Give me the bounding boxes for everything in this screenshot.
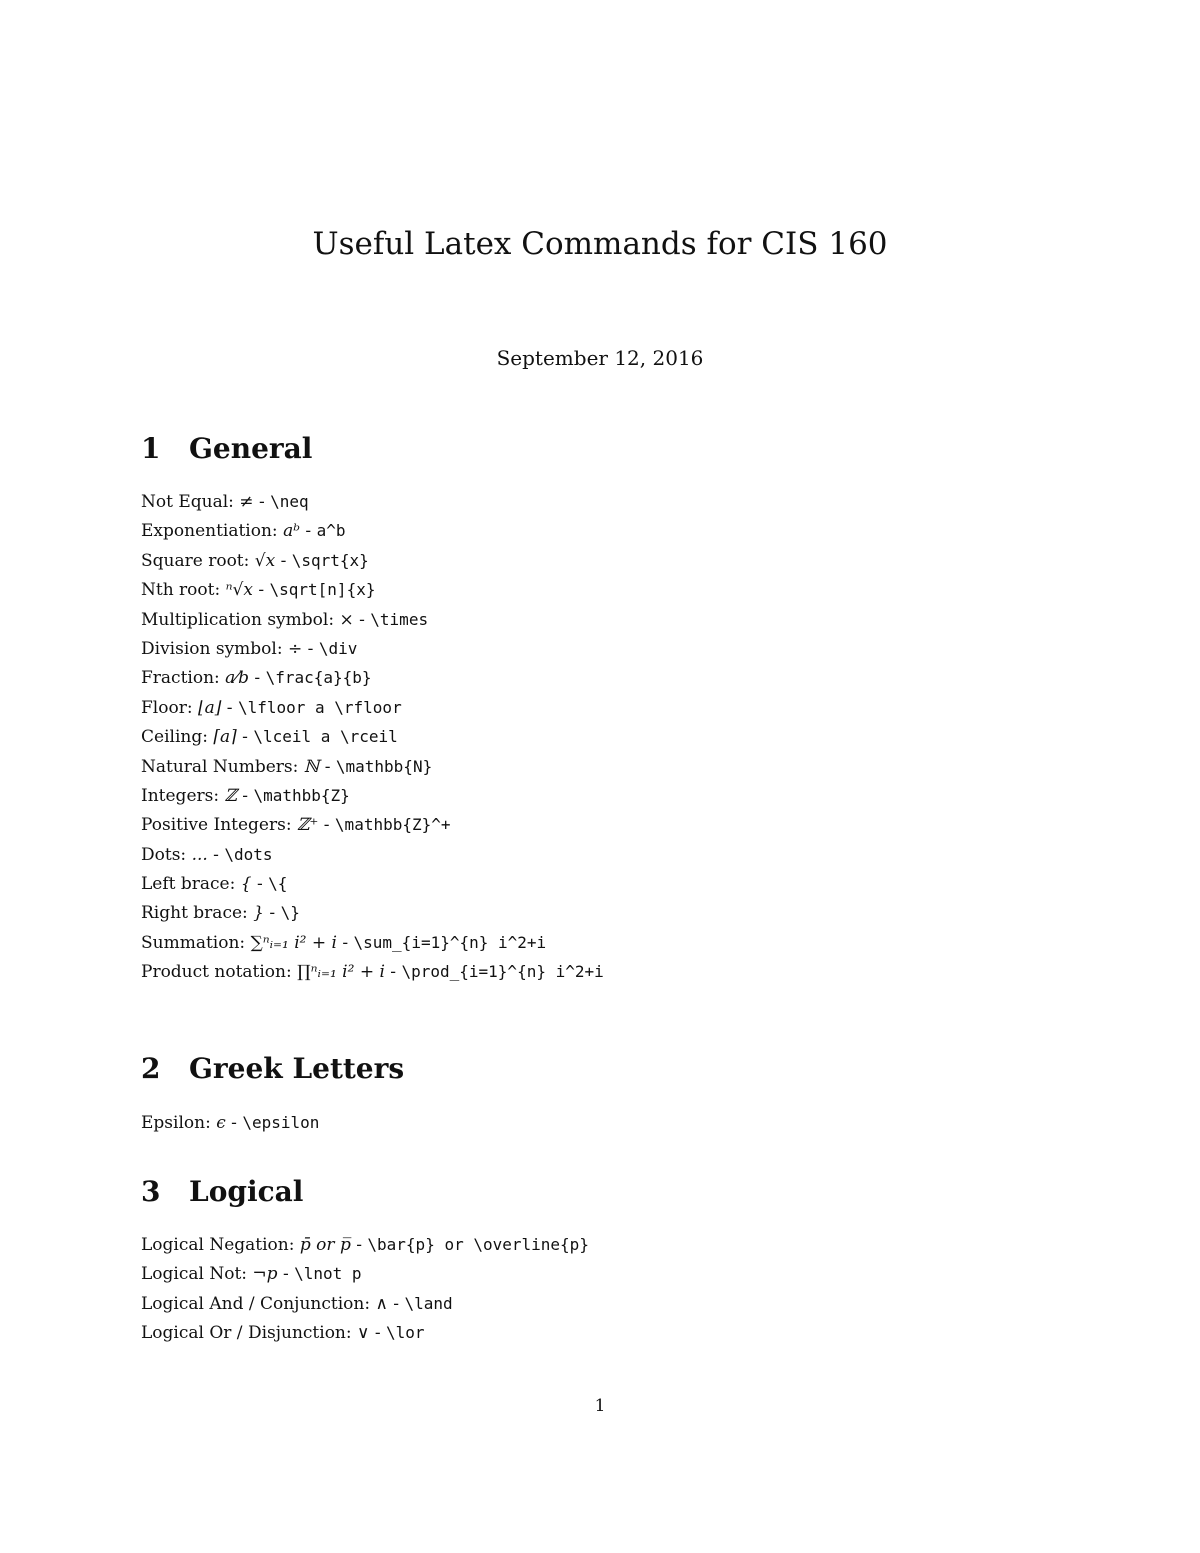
entry-separator: - <box>275 550 292 571</box>
entry-symbol: ¬p <box>252 1264 278 1285</box>
entry-command: \} <box>280 903 300 923</box>
section-title: General <box>189 432 313 465</box>
entry-separator: - <box>318 815 335 836</box>
entry-label: Epsilon: <box>141 1113 211 1133</box>
command-entry <box>141 752 604 781</box>
entry-command: \lnot p <box>294 1264 362 1284</box>
entry-label: Positive Integers: <box>141 815 292 836</box>
entry-symbol: ÷ <box>288 638 303 659</box>
section-number: 1 <box>141 432 161 465</box>
entry-symbol: aᵇ <box>283 521 300 542</box>
entry-symbol: ∏ⁿᵢ₌₁ i² + i <box>297 962 385 983</box>
entry-label: Dots: <box>141 844 187 865</box>
entry-separator: - <box>350 1235 368 1255</box>
entry-command: \lor <box>386 1323 425 1343</box>
command-entry <box>141 1230 589 1259</box>
entry-symbol: √x <box>254 550 276 571</box>
entry-label: Not Equal: <box>141 492 234 512</box>
entry-separator: - <box>236 727 254 748</box>
entry-command: \times <box>370 609 429 629</box>
entry-separator: - <box>319 756 336 777</box>
entry-symbol: ≠ <box>239 492 254 512</box>
command-entry <box>141 1108 319 1137</box>
entry-command: \mathbb{N} <box>335 756 433 776</box>
command-entry <box>141 810 604 839</box>
entry-label: Natural Numbers: <box>141 756 299 777</box>
entry-separator: - <box>336 932 354 953</box>
section-heading-general <box>141 430 312 468</box>
section-title: Logical <box>189 1175 304 1208</box>
entry-label: Left brace: <box>141 874 236 895</box>
entry-separator: - <box>249 668 266 689</box>
logical-command-list <box>141 1230 589 1348</box>
command-entry <box>141 693 604 722</box>
entry-separator: - <box>264 903 281 924</box>
document-date: September 12, 2016 <box>496 346 704 370</box>
command-entry <box>141 957 604 986</box>
command-entry <box>141 663 604 692</box>
entry-symbol: } <box>253 903 264 924</box>
entry-command: \{ <box>268 874 288 894</box>
entry-label: Exponentiation: <box>141 521 278 542</box>
command-entry <box>141 1259 589 1288</box>
command-entry <box>141 487 604 516</box>
entry-separator: - <box>225 1113 243 1133</box>
entry-label: Logical Or / Disjunction: <box>141 1323 352 1344</box>
entry-label: Right brace: <box>141 903 248 924</box>
command-entry <box>141 898 604 927</box>
entry-label: Summation: <box>141 932 246 953</box>
greek-letters-command-list <box>141 1108 319 1137</box>
entry-command: \lceil a \rceil <box>253 727 398 747</box>
command-entry <box>141 516 604 545</box>
document-title: Useful Latex Commands for CIS 160 <box>312 226 888 262</box>
entry-symbol: ℤ⁺ <box>296 815 319 836</box>
entry-symbol: ⌈a⌉ <box>213 727 237 748</box>
entry-label: Multiplication symbol: <box>141 609 335 630</box>
entry-symbol: ... <box>191 844 208 865</box>
entry-command: \prod_{i=1}^{n} i^2+i <box>401 962 604 982</box>
section-title: Greek Letters <box>189 1052 405 1085</box>
entry-symbol: ϵ <box>216 1113 226 1133</box>
entry-symbol: a⁄b <box>225 668 250 689</box>
command-entry <box>141 575 604 604</box>
entry-symbol: × <box>339 609 354 630</box>
entry-symbol: ∧ <box>375 1293 388 1314</box>
entry-label: Nth root: <box>141 580 221 601</box>
entry-command: \epsilon <box>242 1113 320 1132</box>
entry-symbol: ℤ <box>224 785 237 806</box>
entry-separator: - <box>253 492 271 512</box>
entry-label: Logical And / Conjunction: <box>141 1293 371 1314</box>
section-heading-logical <box>141 1173 303 1211</box>
entry-separator: - <box>384 962 402 983</box>
entry-command: \neq <box>270 492 309 511</box>
entry-symbol: ⁿ√x <box>225 580 253 601</box>
entry-label: Integers: <box>141 785 220 806</box>
command-entry <box>141 1289 589 1318</box>
command-entry <box>141 722 604 751</box>
entry-separator: - <box>387 1293 405 1314</box>
entry-separator: - <box>251 874 269 895</box>
entry-separator: - <box>252 580 270 601</box>
entry-command: \sqrt{x} <box>291 550 369 570</box>
page-number: 1 <box>594 1396 606 1416</box>
entry-symbol: ∨ <box>357 1323 370 1344</box>
entry-command: a^b <box>316 521 346 541</box>
command-entry <box>141 546 604 575</box>
entry-command: \sqrt[n]{x} <box>269 580 376 600</box>
entry-label: Floor: <box>141 697 193 718</box>
entry-label: Product notation: <box>141 962 292 983</box>
entry-label: Division symbol: <box>141 638 283 659</box>
section-heading-greek-letters <box>141 1050 404 1088</box>
entry-label: Square root: <box>141 550 250 571</box>
entry-symbol: ∑ⁿᵢ₌₁ i² + i <box>250 932 337 953</box>
entry-label: Logical Negation: <box>141 1235 295 1255</box>
section-number: 3 <box>141 1175 161 1208</box>
entry-label: Logical Not: <box>141 1264 248 1285</box>
command-entry <box>141 928 604 957</box>
entry-command: \sum_{i=1}^{n} i^2+i <box>353 932 547 952</box>
entry-separator: - <box>369 1323 387 1344</box>
entry-command: \lfloor a \rfloor <box>237 697 402 717</box>
command-entry <box>141 781 604 810</box>
entry-symbol: ⌊a⌋ <box>197 697 222 718</box>
command-entry <box>141 869 604 898</box>
entry-command: \land <box>404 1293 453 1313</box>
entry-symbol: ℕ <box>303 756 320 777</box>
entry-symbol: { <box>240 874 252 895</box>
entry-separator: - <box>300 521 317 542</box>
entry-separator: - <box>221 697 238 718</box>
command-entry <box>141 840 604 869</box>
entry-command: \div <box>318 638 358 658</box>
entry-separator: - <box>277 1264 295 1285</box>
general-command-list <box>141 487 604 987</box>
entry-command: \mathbb{Z} <box>253 785 350 805</box>
entry-separator: - <box>302 638 319 659</box>
entry-command: \dots <box>224 844 273 864</box>
entry-label: Ceiling: <box>141 727 208 748</box>
entry-label: Fraction: <box>141 668 220 689</box>
entry-separator: - <box>236 785 254 806</box>
command-entry <box>141 1318 589 1347</box>
entry-command: \frac{a}{b} <box>265 668 372 688</box>
entry-separator: - <box>353 609 371 630</box>
entry-command: \bar{p} or \overline{p} <box>367 1235 589 1254</box>
entry-command: \mathbb{Z}^+ <box>334 815 451 835</box>
command-entry <box>141 634 604 663</box>
entry-separator: - <box>207 844 225 865</box>
entry-symbol: p̄ or p̅ <box>299 1235 351 1255</box>
command-entry <box>141 605 604 634</box>
section-number: 2 <box>141 1052 161 1085</box>
